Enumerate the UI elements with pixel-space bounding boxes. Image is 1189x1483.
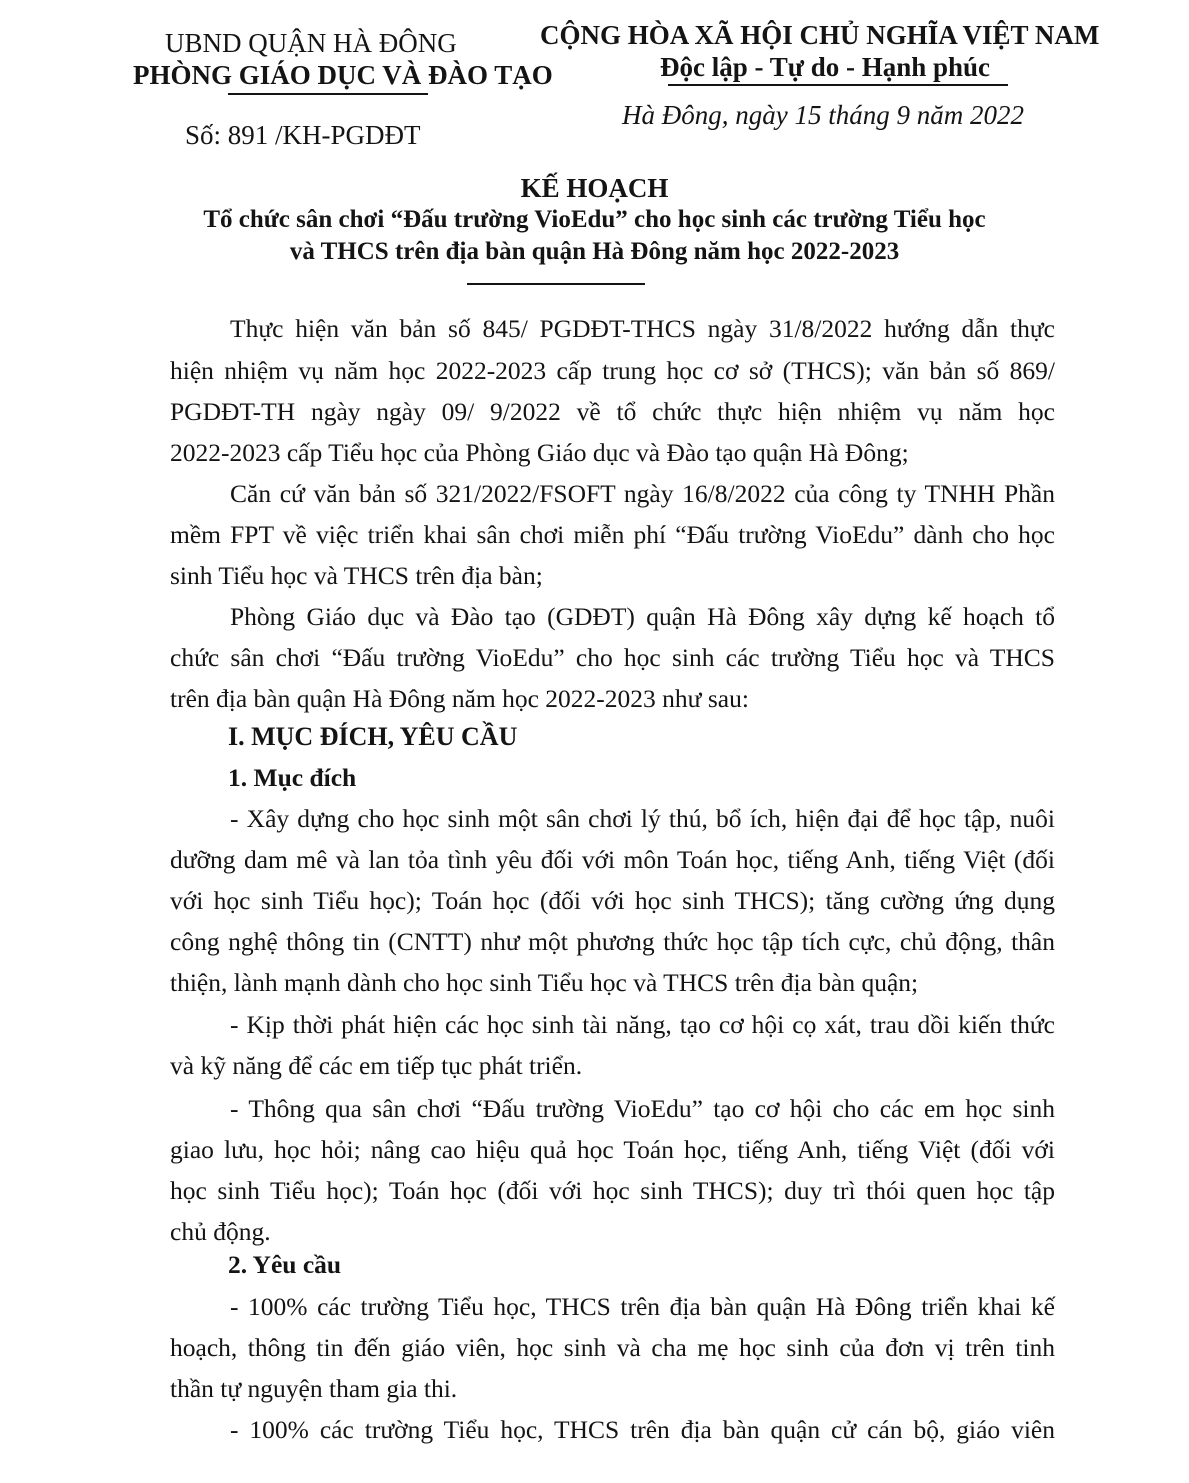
text-line: và kỹ năng để các em tiếp tục phát triển. xyxy=(170,1051,583,1080)
subsection-heading: 2. Yêu cầu xyxy=(228,1250,342,1279)
text-line: học sinh Tiểu học); Toán học (đối với học sinh THCS); duy trì thói quen học tập xyxy=(170,1176,1055,1205)
text-line: Căn cứ văn bản số 321/2022/FSOFT ngày 16/8/2022 của công ty TNHH Phần xyxy=(230,479,1055,508)
text-line: - Xây dựng cho học sinh một sân chơi lý thú, bổ ích, hiện đại để học tập, nuôi xyxy=(230,804,1055,833)
text-line: - 100% các trường Tiểu học, THCS trên địa bàn quận Hà Đông triển khai kế xyxy=(230,1292,1055,1321)
section-heading: I. MỤC ĐÍCH, YÊU CẦU xyxy=(228,722,518,751)
text-line: Thực hiện văn bản số 845/ PGDĐT-THCS ngày 31/8/2022 hướng dẫn thực xyxy=(230,314,1055,343)
text-line: - Kịp thời phát hiện các học sinh tài năng, tạo cơ hội cọ xát, trau dồi kiến thức xyxy=(230,1010,1055,1039)
motto-underline xyxy=(668,84,1008,86)
text-line: mềm FPT về việc triển khai sân chơi miễn phí “Đấu trường VioEdu” dành cho học xyxy=(170,520,1055,549)
national-title: CỘNG HÒA XÃ HỘI CHỦ NGHĨA VIỆT NAM xyxy=(540,20,1100,50)
text-line: chức sân chơi “Đấu trường VioEdu” cho học sinh các trường Tiểu học và THCS xyxy=(170,643,1055,672)
title-underline xyxy=(467,283,645,285)
text-line: - Thông qua sân chơi “Đấu trường VioEdu” tạo cơ hội cho các em học sinh xyxy=(230,1094,1055,1123)
document-title: KẾ HOẠCH xyxy=(520,173,669,203)
text-line: thần tự nguyện tham gia thi. xyxy=(170,1374,458,1403)
text-line: PGDĐT-TH ngày ngày 09/ 9/2022 về tổ chức thực hiện nhiệm vụ năm học xyxy=(170,397,1055,426)
text-line: hoạch, thông tin đến giáo viên, học sinh và cha mẹ học sinh của đơn vị trên tinh xyxy=(170,1333,1055,1362)
text-line: hiện nhiệm vụ năm học 2022-2023 cấp trung học cơ sở (THCS); văn bản số 869/ xyxy=(170,356,1055,385)
national-motto: Độc lập - Tự do - Hạnh phúc xyxy=(660,52,991,82)
text-line: thiện, lành mạnh dành cho học sinh Tiểu học và THCS trên địa bàn quận; xyxy=(170,968,919,997)
text-line: sinh Tiểu học và THCS trên địa bàn; xyxy=(170,561,543,590)
text-line: - 100% các trường Tiểu học, THCS trên địa bàn quận cử cán bộ, giáo viên xyxy=(230,1415,1055,1444)
agency-name: UBND QUẬN HÀ ĐÔNG xyxy=(165,28,457,58)
document-number: Số: 891 /KH-PGDĐT xyxy=(185,120,421,150)
text-line: 2022-2023 cấp Tiểu học của Phòng Giáo dục và Đào tạo quận Hà Đông; xyxy=(170,438,909,467)
text-line: công nghệ thông tin (CNTT) như một phương thức học tập tích cực, chủ động, thân xyxy=(170,927,1055,956)
subsection-heading: 1. Mục đích xyxy=(228,763,357,792)
department-name: PHÒNG GIÁO DỤC VÀ ĐÀO TẠO xyxy=(133,60,553,90)
document-subtitle-line1: Tổ chức sân chơi “Đấu trường VioEdu” cho học sinh các trường Tiểu học xyxy=(203,206,986,233)
document-subtitle-line2: và THCS trên địa bàn quận Hà Đông năm học 2022-2023 xyxy=(289,238,900,265)
text-line: dưỡng dam mê và lan tỏa tình yêu đối với môn Toán học, tiếng Anh, tiếng Việt (đối xyxy=(170,845,1055,874)
text-line: chủ động. xyxy=(170,1217,271,1246)
text-line: với học sinh Tiểu học); Toán học (đối với học sinh THCS); tăng cường ứng dụng xyxy=(170,886,1055,915)
text-line: Phòng Giáo dục và Đào tạo (GDĐT) quận Hà Đông xây dựng kế hoạch tổ xyxy=(230,602,1055,631)
text-line: trên địa bàn quận Hà Đông năm học 2022-2023 như sau: xyxy=(170,684,749,713)
department-underline xyxy=(228,93,428,95)
issue-date: Hà Đông, ngày 15 tháng 9 năm 2022 xyxy=(622,100,1024,130)
text-line: giao lưu, học hỏi; nâng cao hiệu quả học Toán học, tiếng Anh, tiếng Việt (đối với xyxy=(170,1135,1055,1164)
